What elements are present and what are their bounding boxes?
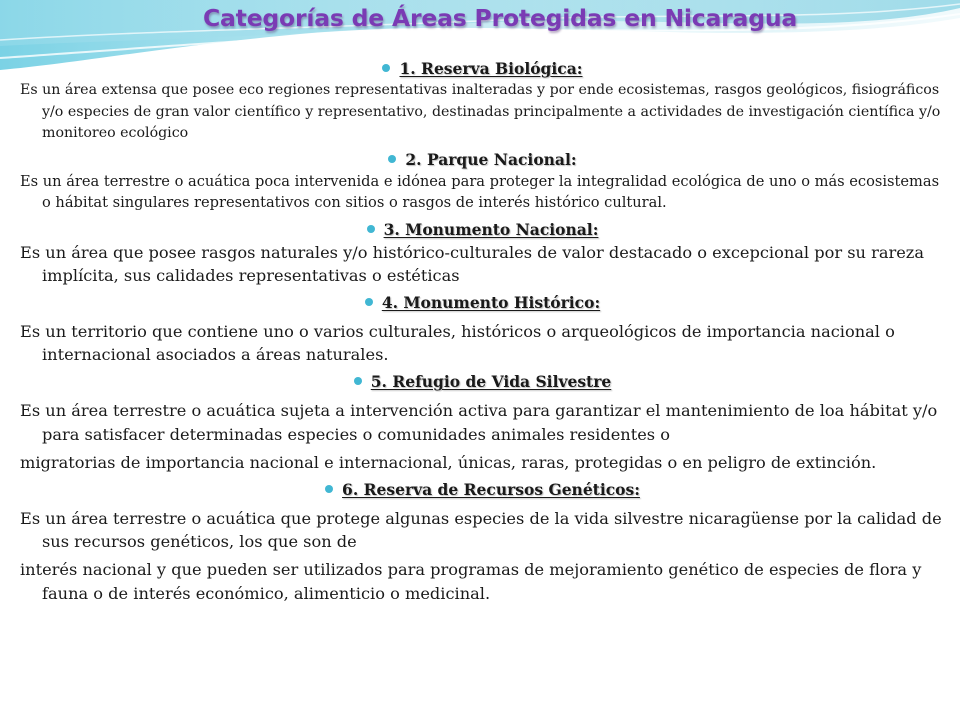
section-heading-parque-nacional: 2. Parque Nacional: <box>20 149 945 171</box>
section-paragraph: interés nacional y que pueden ser utilizados para programas de mejoramiento genético de especies de flora y fauna o de interés económico, alimenticio o medicinal. <box>20 560 922 603</box>
content-area <box>20 58 945 610</box>
bullet-icon <box>367 225 375 233</box>
section-heading-reserva-recursos-geneticos: 6. Reserva de Recursos Genéticos: <box>20 479 945 501</box>
bullet-icon <box>325 485 333 493</box>
section-paragraph: Es un área que posee rasgos naturales y/o histórico-culturales de valor destacado o excepcional por su rareza implícita, sus calidades representativas o estéticas <box>20 242 924 285</box>
section-heading-refugio-vida-silvestre: 5. Refugio de Vida Silvestre <box>20 371 945 393</box>
section-paragraph: Es un área terrestre o acuática sujeta a intervención activa para garantizar el mantenimiento de loa hábitat y/o para satisfacer determinadas especies o comunidades animales residentes o <box>20 401 938 444</box>
slide-title: Categorías de Áreas Protegidas en Nicaragua <box>202 4 798 32</box>
section-paragraph: Es un área terrestre o acuática poca intervenida e idónea para proteger la integralidad ecológica de uno o más ecosistemas o hábitat singulares representativos con sitios o rasgos de interés histórico cultural. <box>20 172 940 211</box>
section-paragraph: Es un área extensa que posee eco regiones representativas inalteradas y por ende ecosistemas, rasgos geológicos, fisiográficos y/o especies de gran valor científico y representativo, destinadas principalmente a actividades de investigación científica y/o monitoreo ecológico <box>20 82 941 141</box>
section-heading-monumento-nacional: 3. Monumento Nacional: <box>20 219 945 241</box>
bullet-icon <box>382 64 390 72</box>
section-heading-reserva-biologica: 1. Reserva Biológica: <box>20 58 945 80</box>
bullet-icon <box>388 155 396 163</box>
section-paragraph: Es un área terrestre o acuática que protege algunas especies de la vida silvestre nicaragüense por la calidad de sus recursos genéticos, los que son de <box>20 508 942 552</box>
section-paragraph: Es un territorio que contiene uno o varios culturales, históricos o arqueológicos de importancia nacional o internacional asociados a áreas naturales. <box>20 321 895 365</box>
section-heading-monumento-historico: 4. Monumento Histórico: <box>20 292 945 314</box>
section-paragraph: migratorias de importancia nacional e internacional, únicas, raras, protegidas o en peligro de extinción. <box>20 452 877 472</box>
bullet-icon <box>365 298 373 306</box>
bullet-icon <box>354 377 362 385</box>
